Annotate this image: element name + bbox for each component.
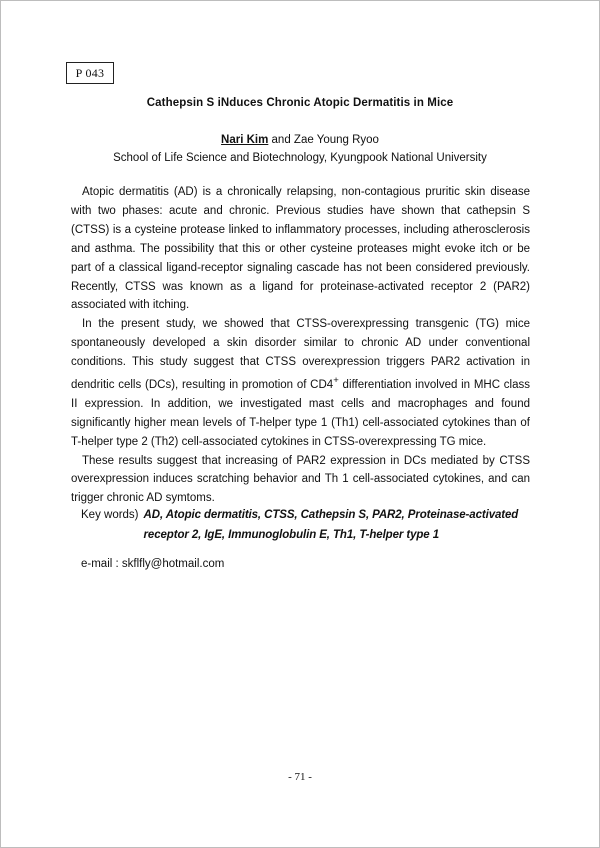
page-number: - 71 - bbox=[288, 771, 312, 783]
affiliation: School of Life Science and Biotechnology, Kyungpook National University bbox=[113, 152, 487, 164]
keywords-label: Key words) bbox=[81, 509, 139, 521]
abstract-body bbox=[71, 183, 530, 508]
contact-email: e-mail : skflfly@hotmail.com bbox=[81, 558, 225, 570]
author-line bbox=[0, 134, 600, 146]
abstract-paragraph-1: Atopic dermatitis (AD) is a chronically relapsing, non-contagious pruritic skin disease with two phases: acute and chronic. Previous studies have shown that cathepsin S (CTSS) is a cysteine protease linked to inflammatory processes, including atherosclerosis and asthma. The possibility that this or other cysteine proteases might evoke itch or be part of a classical ligand-receptor signaling cascade has not been considered previously. Recently, CTSS was known as a ligand for proteinase-activated receptor 2 (PAR2) associated with itching. bbox=[71, 186, 530, 312]
keywords-block bbox=[81, 505, 533, 545]
abstract-paragraph-2 bbox=[71, 315, 530, 451]
abstract-p2-text-b: differentiation involved in MHC class II expression. In addition, we investigated mast cells and macrophages and found significantly higher mean levels of T-helper type 1 (Th1) cell-associated cytokines than of T-helper type 2 (Th2) cell-associated cytokines in CTSS-overexpressing TG mice. bbox=[71, 378, 530, 448]
co-authors: and Zae Young Ryoo bbox=[271, 134, 379, 146]
abstract-p2-text-a: In the present study, we showed that CTSS-overexpressing transgenic (TG) mice spontaneously developed a skin disorder similar to chronic AD under conventional conditions. This study suggest that CTSS overexpression triggers PAR2 activation in dendritic cells (DCs), resulting in promotion of CD4 bbox=[71, 318, 530, 391]
abstract-paragraph-3: These results suggest that increasing of PAR2 expression in DCs mediated by CTSS overexpression induces scratching behavior and Th 1 cell-associated cytokines, and can trigger chronic AD symtoms. bbox=[71, 454, 530, 505]
superscript-plus: + bbox=[333, 375, 339, 387]
keywords-list: AD, Atopic dermatitis, CTSS, Cathepsin S, PAR2, Proteinase-activated receptor 2, IgE, Immunoglobulin E, Th1, T-helper type 1 bbox=[143, 509, 519, 541]
paper-title: Cathepsin S iNduces Chronic Atopic Dermatitis in Mice bbox=[146, 97, 454, 109]
poster-label: P 043 bbox=[66, 62, 114, 84]
presenting-author: Nari Kim bbox=[221, 134, 269, 146]
